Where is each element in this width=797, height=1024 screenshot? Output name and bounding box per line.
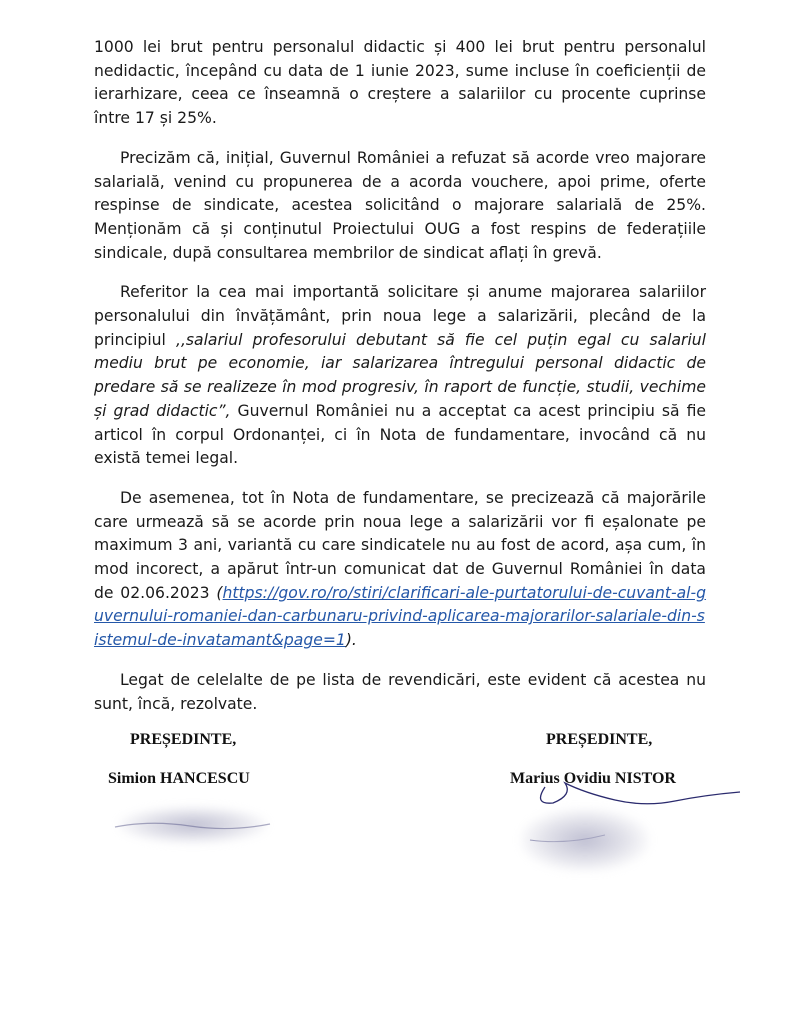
letter-body: [94, 36, 706, 732]
left-signature-scribble: [110, 812, 280, 842]
right-signature-title: PREȘEDINTE,: [546, 731, 653, 748]
paragraph-3: [94, 281, 706, 471]
left-signature-name: Simion HANCESCU: [108, 770, 250, 787]
paragraph-1: 1000 lei brut pentru personalul didactic și 400 lei brut pentru personalul nedidactic, începând cu data de 1 iunie 2023, sume incluse în coeficienții de ierarhizare, ceea ce înseamnă o creștere a salariilor cu procente cuprinse între 17 și 25%.: [94, 38, 706, 128]
paragraph-4-open-paren: (: [216, 583, 223, 602]
paragraph-4: [94, 487, 706, 653]
paragraph-4-start: De asemenea, tot în Nota de fundamentare, se precizează că majorările care urmează să se acorde prin noua lege a salarizării vor fi eșalonate pe maximum 3 ani, variantă cu care sindicatele nu au fost de acord, așa cum, în mod incorect, a apărut într-un comunicat dat de Guvernul României în data de 02.06.2023: [94, 488, 706, 602]
right-signature-redacted: [520, 808, 650, 872]
left-signature-title: PREȘEDINTE,: [130, 731, 237, 748]
paragraph-3-start: Referitor la cea mai importantă solicitare și anume majorarea salariilor personalului din învățământ, prin noua lege a salarizării, plecând de la principiul: [94, 283, 706, 349]
paragraph-4-close-paren: ).: [345, 631, 357, 650]
quoted-principle: ,,salariul profesorului debutant să fie cel puțin egal cu salariul mediu brut pe economie, iar salarizarea întregului personal didactic de predare să se realizeze în mod progresiv, în raport de funcție, studii, vechime și grad didactic”,: [94, 330, 706, 420]
paragraph-2: Precizăm că, inițial, Guvernul României a refuzat să acorde vreo majorare salarială, venind cu propunerea de a acorda vouchere, apoi prime, oferte respinse de sindicate, acestea solicitând o majorare salarială de 25%. Menționăm că și conținutul Proiectului OUG a fost respins de federațiile sindicale, după consultarea membrilor de sindicat aflați în grevă.: [94, 148, 706, 262]
gov-ro-link[interactable]: https://gov.ro/ro/stiri/clarificari-ale-purtatorului-de-cuvant-al-guvernului-romaniei-dan-carbunaru-privind-aplicarea-majorarilor-salariale-din-sistemul-de-invatamant&page=1: [94, 583, 706, 650]
paragraph-3-end: Guvernul României nu a acceptat ca acest principiu să fie articol în corpul Ordonanței, ci în Nota de fundamentare, invocând că nu există temei legal.: [94, 401, 706, 468]
paragraph-5: Legat de celelalte de pe lista de revendicări, este evident că acestea nu sunt, încă, rezolvate.: [94, 670, 706, 713]
right-signature-name: Marius Ovidiu NISTOR: [510, 770, 676, 787]
